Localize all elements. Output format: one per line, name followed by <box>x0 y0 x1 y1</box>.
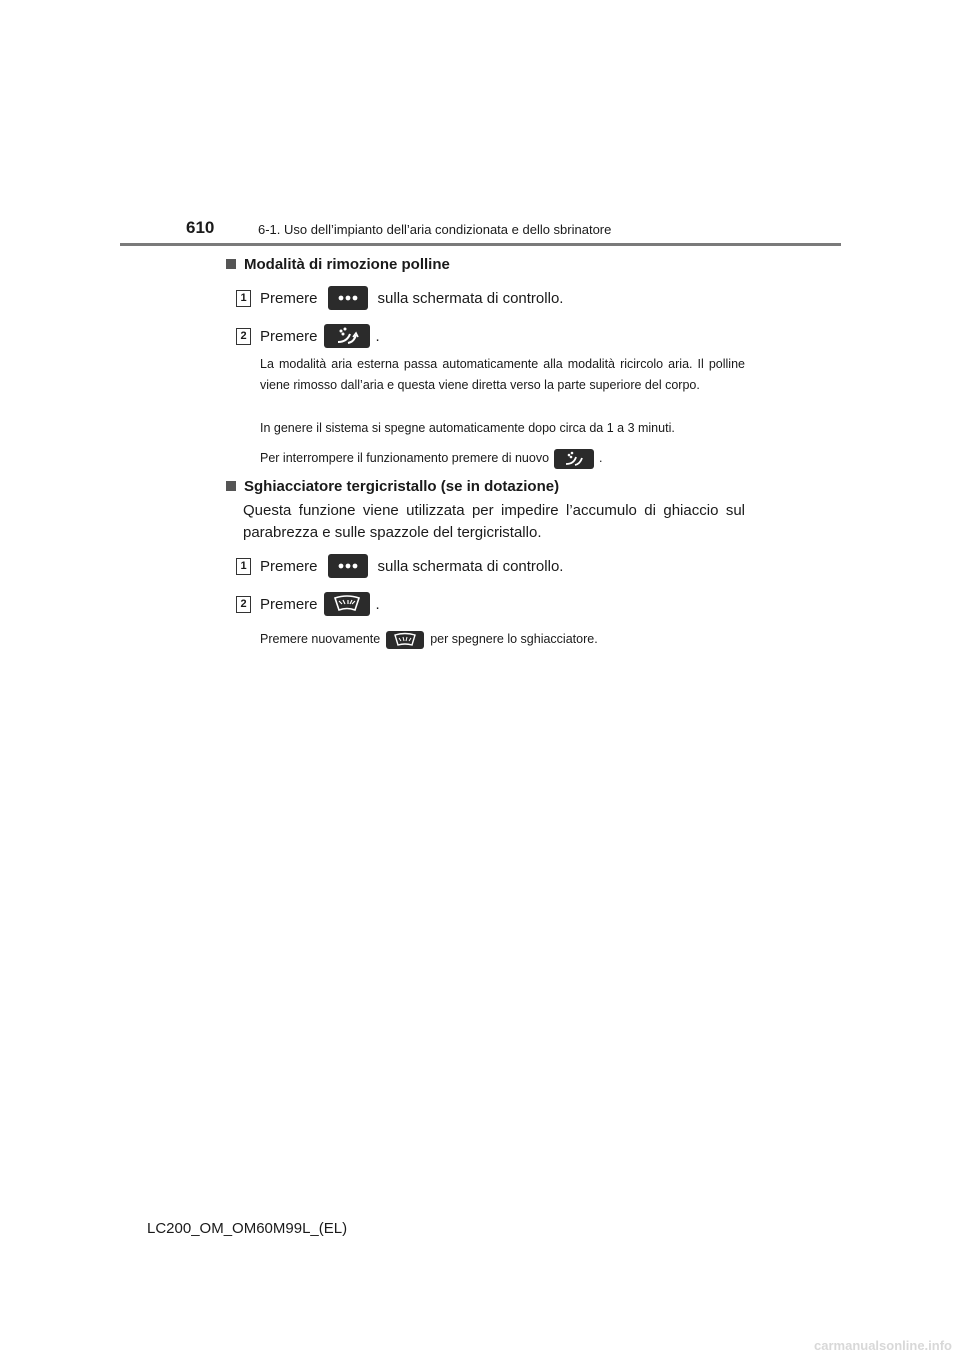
deicer-step1 <box>260 554 563 578</box>
deicer-note <box>260 629 598 650</box>
wiper-deicer-button-icon[interactable] <box>386 631 424 649</box>
pollen-heading-text: Modalità di rimozione polline <box>244 256 450 273</box>
step-label-after: sulla schermata di controllo. <box>377 557 564 575</box>
step-label-after: . <box>375 327 380 345</box>
note-text: Premere nuovamente <box>260 632 381 646</box>
step-number-badge: 1 <box>236 290 251 307</box>
pollen-section-heading <box>226 256 450 273</box>
note-text: Per interrompere il funzionamento premere di nuovo <box>260 451 550 465</box>
chapter-title: 6-1. Uso dell’impianto dell’aria condizionata e dello sbrinatore <box>258 222 612 237</box>
deicer-step2 <box>260 592 380 616</box>
step-number-badge: 1 <box>236 558 251 575</box>
pollen-step1 <box>260 286 563 310</box>
step-label: Premere <box>260 595 318 613</box>
step-number-badge: 2 <box>236 328 251 345</box>
more-button-icon[interactable] <box>328 554 368 578</box>
page-number: 610 <box>186 218 215 237</box>
deicer-description: Questa funzione viene utilizzata per impedire l’accumulo di ghiaccio sul parabrezza e sulle spazzole del tergicristallo. <box>243 502 745 541</box>
document-code: LC200_OM_OM60M99L_(EL) <box>147 1220 348 1237</box>
pollen-note-3 <box>260 448 603 469</box>
more-button-icon[interactable] <box>328 286 368 310</box>
step-label-after: . <box>375 595 380 613</box>
deicer-heading-text: Sghiacciatore tergicristallo (se in dotazione) <box>244 478 560 495</box>
step-label-after: sulla schermata di controllo. <box>377 289 564 307</box>
deicer-section-heading <box>226 478 559 495</box>
step-label: Premere <box>260 289 318 307</box>
step-number-badge: 2 <box>236 596 251 613</box>
header-divider <box>120 243 841 246</box>
watermark: carmanualsonline.info <box>814 1338 952 1353</box>
step-label: Premere <box>260 557 318 575</box>
square-bullet-icon <box>226 259 236 269</box>
square-bullet-icon <box>226 481 236 491</box>
pollen-step2 <box>260 324 380 348</box>
pollen-removal-button-icon[interactable] <box>324 324 370 348</box>
note-text-after: . <box>599 451 603 465</box>
step-label: Premere <box>260 327 318 345</box>
pollen-note-2: In genere il sistema si spegne automaticamente dopo circa da 1 a 3 minuti. <box>260 421 675 435</box>
note-text-after: per spegnere lo sghiacciatore. <box>430 632 598 646</box>
pollen-removal-button-icon[interactable] <box>554 449 594 469</box>
wiper-deicer-button-icon[interactable] <box>324 592 370 616</box>
pollen-note-1: La modalità aria esterna passa automaticamente alla modalità ricircolo aria. Il polline viene rimosso dall’aria e questa viene diretta verso la parte superiore del corpo. <box>260 357 745 392</box>
